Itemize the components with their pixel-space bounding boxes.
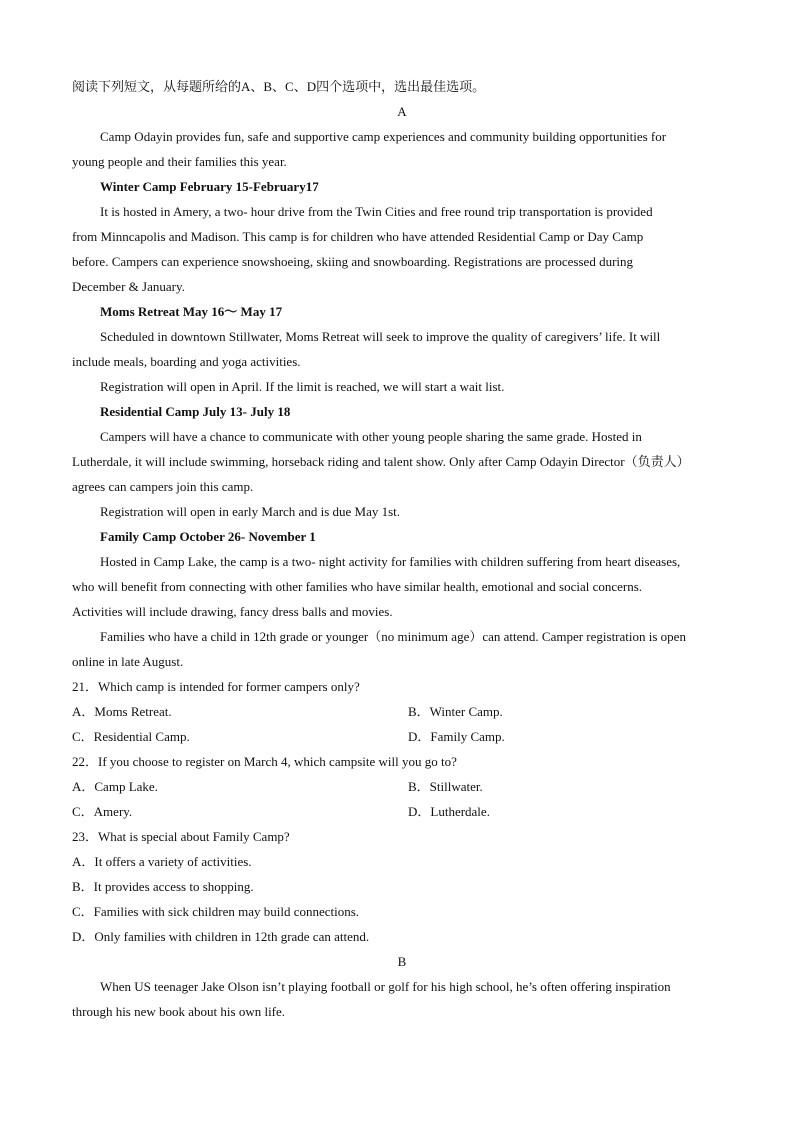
winter-line-4: December & January. [72, 279, 185, 294]
passage-b-label: B [397, 954, 407, 969]
moms-line-2: include meals, boarding and yoga activities. [72, 354, 301, 369]
question-22-stem: 22．If you choose to register on March 4, which campsite will you go to? [72, 754, 457, 769]
question-21-stem: 21．Which camp is intended for former campers only? [72, 679, 360, 694]
winter-line-2: from Minncapolis and Madison. This camp is for children who have attended Residential Camp or Day Camp [72, 229, 644, 244]
question-22-option-d: D．Lutherdale. [408, 804, 490, 819]
family-registration-1: Families who have a child in 12th grade or younger（no minimum age）can attend. Camper registration is open [100, 629, 686, 644]
family-line-3: Activities will include drawing, fancy dress balls and movies. [72, 604, 393, 619]
winter-camp-heading: Winter Camp February 15-February17 [100, 179, 319, 194]
document-page [72, 74, 732, 1024]
question-23-stem: 23．What is special about Family Camp? [72, 829, 290, 844]
passage-b-line-2: through his new book about his own life. [72, 1004, 286, 1019]
residential-camp-heading: Residential Camp July 13- July 18 [100, 404, 291, 419]
intro-line-1: Camp Odayin provides fun, safe and supportive camp experiences and community building opportunities for [100, 129, 667, 144]
question-22-options-row-2 [72, 799, 732, 824]
residential-registration: Registration will open in early March and is due May 1st. [100, 504, 401, 519]
question-21-option-a: A．Moms Retreat. [72, 704, 172, 719]
moms-line-1: Scheduled in downtown Stillwater, Moms Retreat will seek to improve the quality of caregivers’ life. It will [100, 329, 661, 344]
family-line-2: who will benefit from connecting with other families who have similar health, emotional and social concerns. [72, 579, 643, 594]
question-21-option-b: B．Winter Camp. [408, 704, 503, 719]
question-23-option-a: A．It offers a variety of activities. [72, 854, 252, 869]
question-21-options-row-2 [72, 724, 732, 749]
question-21-options-row-1 [72, 699, 732, 724]
family-camp-heading: Family Camp October 26- November 1 [100, 529, 316, 544]
question-23-option-d: D．Only families with children in 12th grade can attend. [72, 929, 370, 944]
winter-line-3: before. Campers can experience snowshoeing, skiing and snowboarding. Registrations are processed during [72, 254, 634, 269]
residential-line-3: agrees can campers join this camp. [72, 479, 254, 494]
question-22-option-b: B．Stillwater. [408, 779, 483, 794]
question-21-option-d: D．Family Camp. [408, 729, 505, 744]
question-23-option-c: C．Families with sick children may build connections. [72, 904, 360, 919]
family-registration-2: online in late August. [72, 654, 184, 669]
passage-b-line-1: When US teenager Jake Olson isn’t playing football or golf for his high school, he’s often offering inspiration [100, 979, 671, 994]
instruction: 阅读下列短文，从每题所给的A、B、C、D四个选项中，选出最佳选项。 [72, 79, 486, 94]
residential-line-1: Campers will have a chance to communicate with other young people sharing the same grade. Hosted in [100, 429, 642, 444]
question-22-option-a: A．Camp Lake. [72, 779, 158, 794]
winter-line-1: It is hosted in Amery, a two- hour drive from the Twin Cities and free round trip transportation is provided [100, 204, 653, 219]
moms-retreat-heading: Moms Retreat May 16～ May 17 [100, 304, 283, 319]
passage-a-label: A [397, 104, 407, 119]
intro-line-2: young people and their families this year. [72, 154, 287, 169]
family-line-1: Hosted in Camp Lake, the camp is a two- night activity for families with children suffering from heart diseases, [100, 554, 681, 569]
question-21-option-c: C．Residential Camp. [72, 729, 190, 744]
question-22-option-c: C．Amery. [72, 804, 133, 819]
question-22-options-row-1 [72, 774, 732, 799]
moms-registration: Registration will open in April. If the limit is reached, we will start a wait list. [100, 379, 505, 394]
residential-line-2: Lutherdale, it will include swimming, horseback riding and talent show. Only after Camp Odayin Director（负责人） [72, 454, 690, 469]
question-23-option-b: B．It provides access to shopping. [72, 879, 254, 894]
